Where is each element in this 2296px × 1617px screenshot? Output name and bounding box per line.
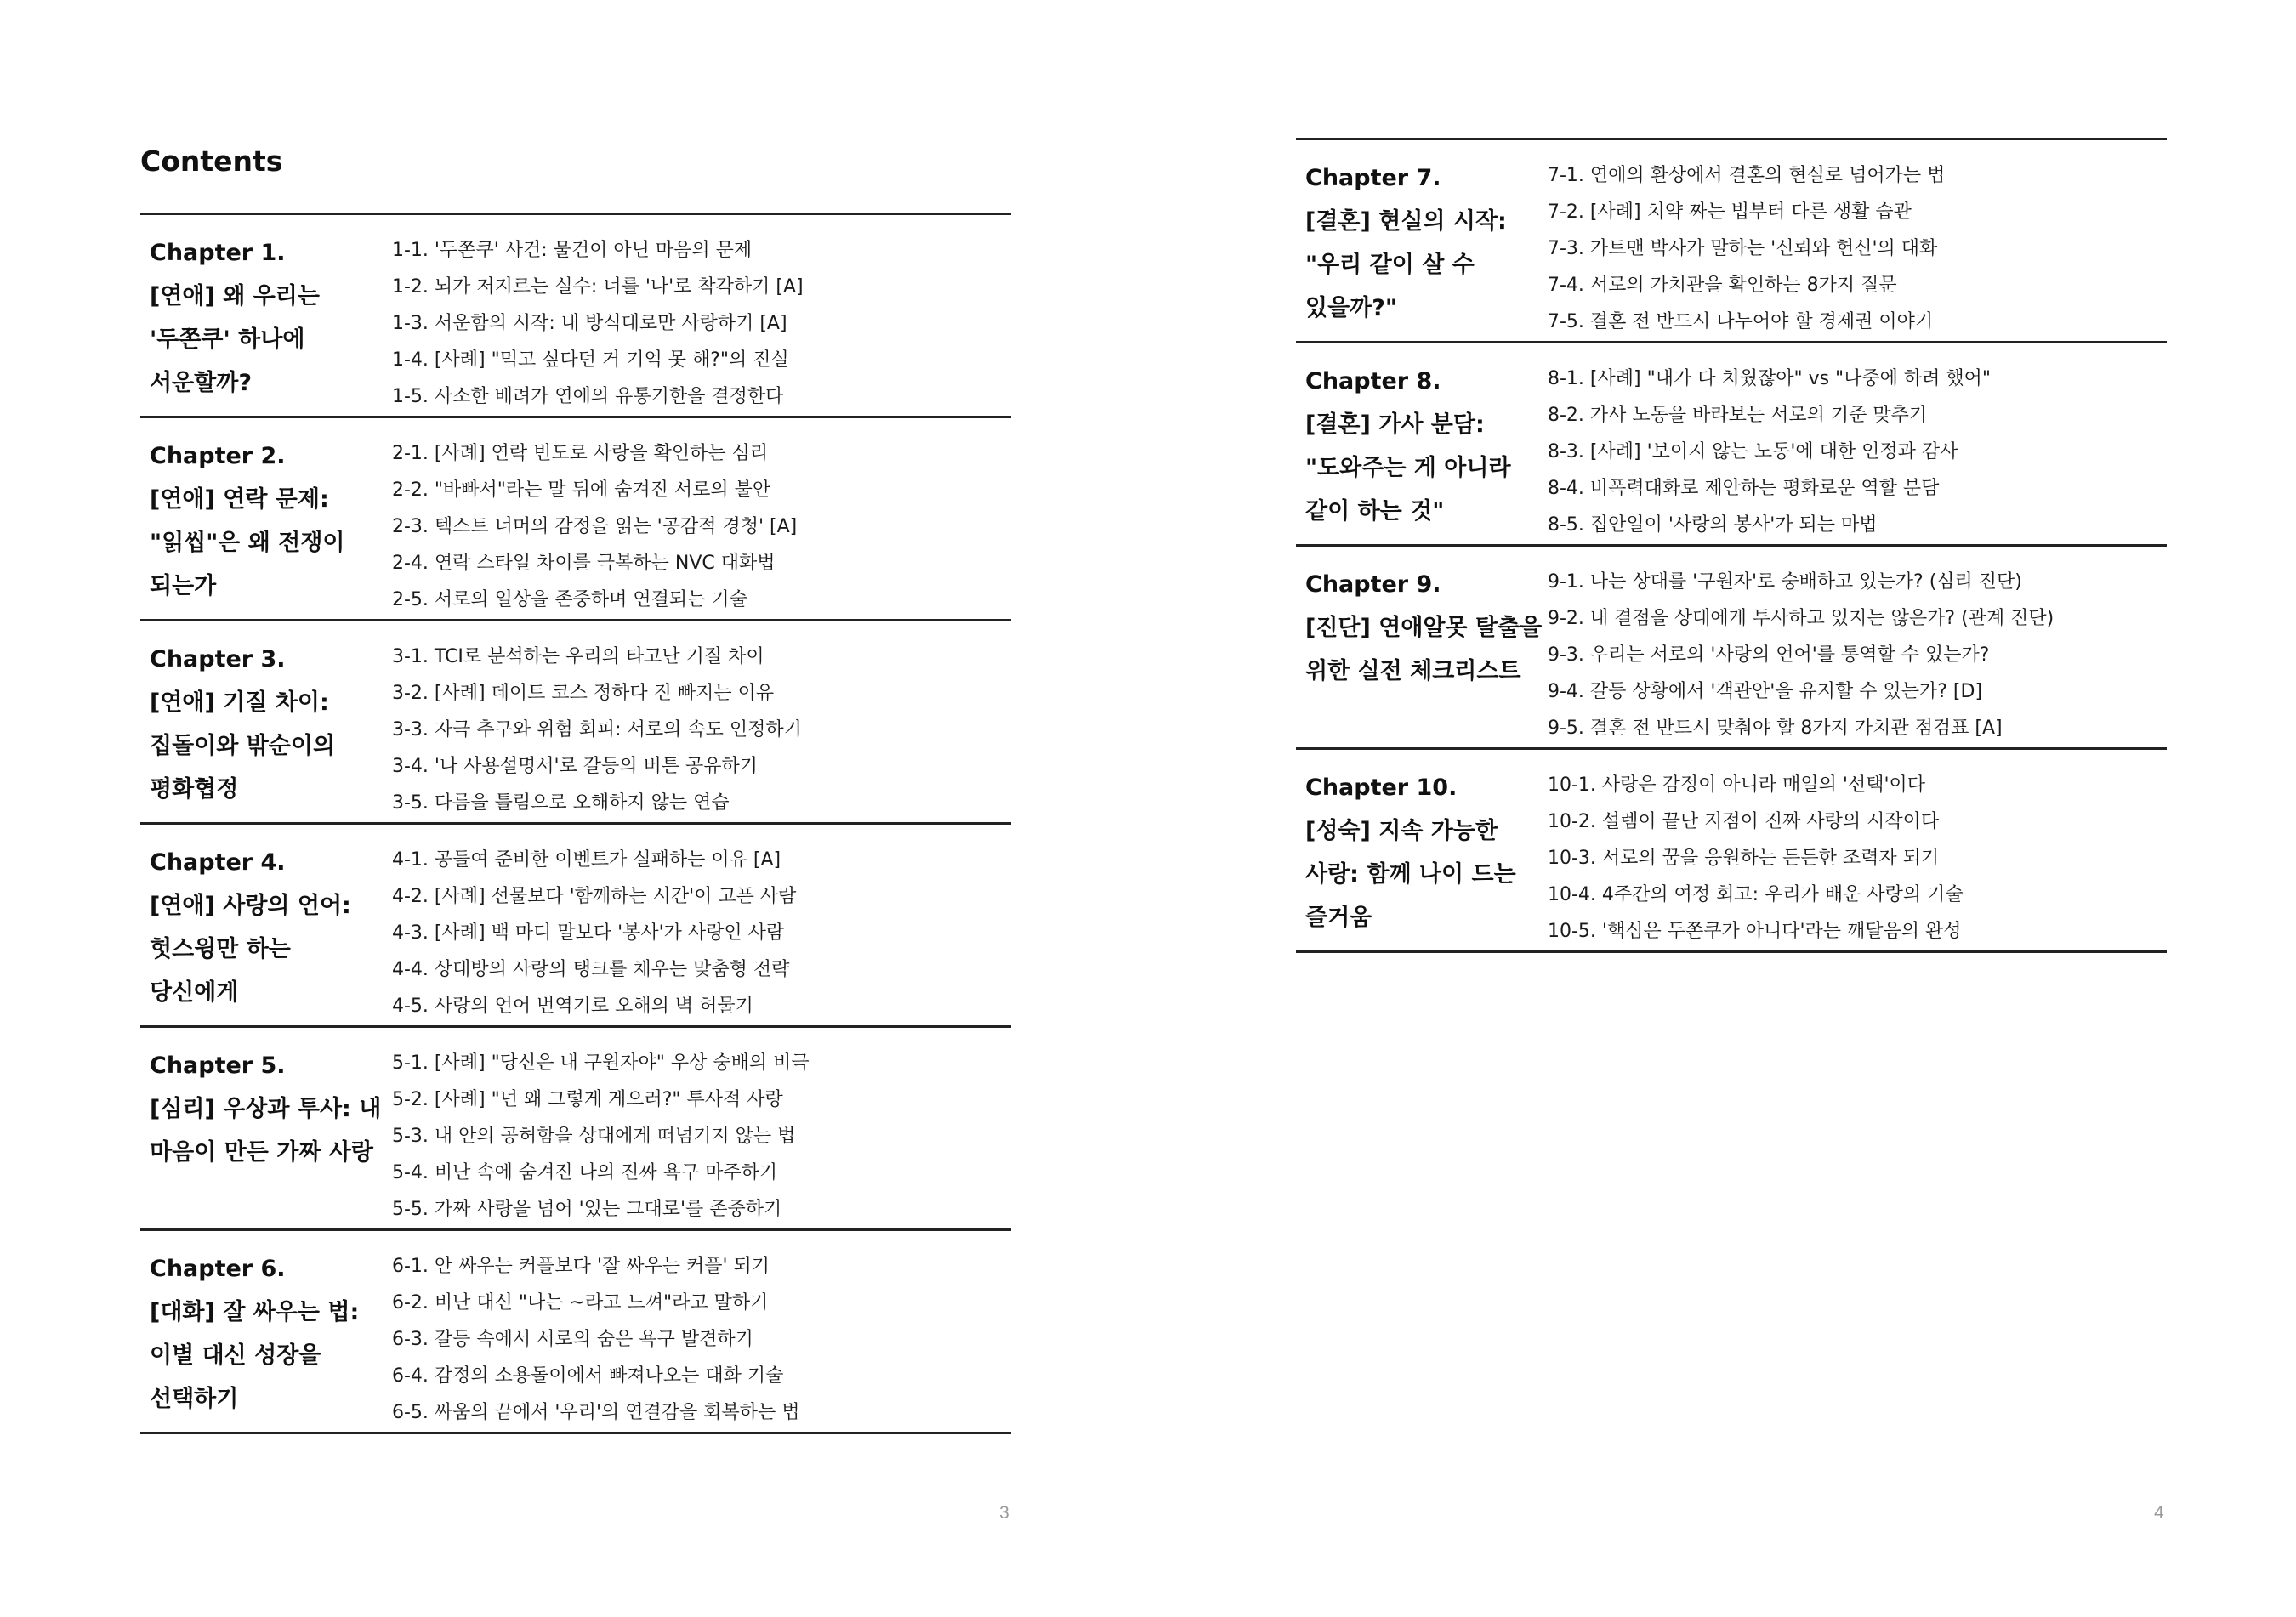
toc-entry[interactable]: 2-5. 서로의 일상을 존중하며 연결되는 기술: [392, 589, 747, 610]
toc-entry[interactable]: 7-4. 서로의 가치관을 확인하는 8가지 질문: [1548, 275, 1897, 296]
toc-entry[interactable]: 1-4. [사례] "먹고 싶다던 거 기억 못 해?"의 진실: [392, 349, 789, 371]
toc-entry[interactable]: 3-5. 다름을 틀림으로 오해하지 않는 연습: [392, 792, 730, 814]
toc-entry[interactable]: 5-3. 내 안의 공허함을 상대에게 떠넘기지 않는 법: [392, 1126, 796, 1147]
chapter-title[interactable]: Chapter 6. [대화] 잘 싸우는 법: 이별 대신 성장을 선택하기: [150, 1256, 360, 1412]
toc-table: [1296, 138, 2167, 953]
toc-entry[interactable]: 6-3. 갈등 속에서 서로의 숨은 욕구 발견하기: [392, 1329, 753, 1350]
toc-entry[interactable]: 6-4. 감정의 소용돌이에서 빠져나오는 대화 기술: [392, 1365, 784, 1387]
chapter-title[interactable]: Chapter 7. [결혼] 현실의 시작: "우리 같이 살 수 있을까?": [1305, 165, 1507, 321]
section-list: [392, 1248, 1011, 1432]
chapter-title[interactable]: Chapter 5. [심리] 우상과 투사: 내 마음이 만든 가짜 사랑: [150, 1052, 382, 1166]
toc-entry[interactable]: 8-3. [사례] '보이지 않는 노동'에 대한 인정과 감사: [1548, 441, 1958, 462]
section-list: [1548, 157, 2167, 341]
toc-chapter-6[interactable]: [140, 1231, 1011, 1434]
toc-entry[interactable]: 7-1. 연애의 환상에서 결혼의 현실로 넘어가는 법: [1548, 165, 1946, 186]
toc-entry[interactable]: 9-2. 내 결점을 상대에게 투사하고 있지는 않은가? (관계 진단): [1548, 608, 2054, 629]
toc-entry[interactable]: 2-4. 연락 스타일 차이를 극복하는 NVC 대화법: [392, 553, 776, 574]
toc-entry[interactable]: 4-4. 상대방의 사랑의 탱크를 채우는 맞춤형 전략: [392, 959, 790, 980]
toc-entry[interactable]: 5-1. [사례] "당신은 내 구원자야" 우상 숭배의 비극: [392, 1052, 810, 1074]
toc-entry[interactable]: 7-5. 결혼 전 반드시 나누어야 할 경제권 이야기: [1548, 311, 1934, 332]
toc-entry[interactable]: 4-3. [사례] 백 마디 말보다 '봉사'가 사랑인 사람: [392, 922, 785, 944]
chapter-title[interactable]: Chapter 10. [성숙] 지속 가능한 사랑: 함께 나이 드는 즐거움: [1305, 774, 1516, 931]
toc-entry[interactable]: 3-3. 자극 추구와 위험 회피: 서로의 속도 인정하기: [392, 719, 802, 740]
contents-title: Contents: [140, 145, 283, 178]
toc-entry[interactable]: 8-4. 비폭력대화로 제안하는 평화로운 역할 분담: [1548, 478, 1940, 499]
toc-entry[interactable]: 10-2. 설렘이 끝난 지점이 진짜 사랑의 시작이다: [1548, 811, 1940, 832]
toc-entry[interactable]: 5-2. [사례] "넌 왜 그렇게 게으러?" 투사적 사랑: [392, 1089, 783, 1110]
toc-entry[interactable]: 9-5. 결혼 전 반드시 맞춰야 할 8가지 가치관 점검표 [A]: [1548, 718, 2003, 739]
toc-entry[interactable]: 1-5. 사소한 배려가 연애의 유통기한을 결정한다: [392, 386, 784, 407]
toc-chapter-10[interactable]: [1296, 750, 2167, 953]
toc-entry[interactable]: 10-5. '핵심은 두쫀쿠가 아니다'라는 깨달음의 완성: [1548, 921, 1962, 942]
toc-entry[interactable]: 8-5. 집안일이 '사랑의 봉사'가 되는 마법: [1548, 514, 1878, 536]
toc-entry[interactable]: 7-3. 가트맨 박사가 말하는 '신뢰와 헌신'의 대화: [1548, 238, 1938, 259]
toc-entry[interactable]: 9-3. 우리는 서로의 '사랑의 언어'를 통역할 수 있는가?: [1548, 644, 1990, 666]
toc-chapter-7[interactable]: [1296, 140, 2167, 343]
right-page: [1148, 0, 2296, 1617]
toc-entry[interactable]: 4-1. 공들여 준비한 이벤트가 실패하는 이유 [A]: [392, 849, 781, 871]
toc-chapter-5[interactable]: [140, 1028, 1011, 1231]
toc-chapter-3[interactable]: [140, 621, 1011, 825]
toc-entry[interactable]: 6-2. 비난 대신 "나는 ~라고 느껴"라고 말하기: [392, 1292, 769, 1313]
toc-entry[interactable]: 8-1. [사례] "내가 다 치웠잖아" vs "나중에 하려 했어": [1548, 368, 1992, 389]
toc-entry[interactable]: 6-5. 싸움의 끝에서 '우리'의 연결감을 회복하는 법: [392, 1402, 800, 1423]
toc-entry[interactable]: 10-4. 4주간의 여정 회고: 우리가 배운 사랑의 기술: [1548, 884, 1964, 905]
chapter-title[interactable]: Chapter 4. [연애] 사랑의 언어: 헛스윙만 하는 당신에게: [150, 849, 351, 1006]
toc-entry[interactable]: 5-5. 가짜 사랑을 넘어 '있는 그대로'를 존중하기: [392, 1199, 782, 1220]
toc-chapter-4[interactable]: [140, 825, 1011, 1028]
toc-entry[interactable]: 3-1. TCI로 분석하는 우리의 타고난 기질 차이: [392, 646, 764, 667]
toc-entry[interactable]: 2-1. [사례] 연락 빈도로 사랑을 확인하는 심리: [392, 443, 769, 464]
section-list: [392, 232, 1011, 416]
toc-entry[interactable]: 2-3. 텍스트 너머의 감정을 읽는 '공감적 경청' [A]: [392, 516, 798, 537]
toc-entry[interactable]: 2-2. "바빠서"라는 말 뒤에 숨겨진 서로의 불안: [392, 479, 771, 501]
toc-chapter-2[interactable]: [140, 418, 1011, 621]
section-list: [392, 1045, 1011, 1228]
toc-chapter-8[interactable]: [1296, 343, 2167, 547]
toc-entry[interactable]: 5-4. 비난 속에 숨겨진 나의 진짜 욕구 마주하기: [392, 1162, 778, 1183]
section-list: [1548, 360, 2167, 544]
toc-chapter-9[interactable]: [1296, 547, 2167, 750]
section-list: [392, 842, 1011, 1025]
chapter-title[interactable]: Chapter 1. [연애] 왜 우리는 '두쫀쿠' 하나에 서운할까?: [150, 240, 320, 396]
toc-entry[interactable]: 4-5. 사랑의 언어 번역기로 오해의 벽 허물기: [392, 996, 753, 1017]
toc-entry[interactable]: 9-4. 갈등 상황에서 '객관안'을 유지할 수 있는가? [D]: [1548, 681, 1983, 702]
toc-entry[interactable]: 7-2. [사례] 치약 짜는 법부터 다른 생활 습관: [1548, 201, 1912, 223]
toc-entry[interactable]: 9-1. 나는 상대를 '구원자'로 숭배하고 있는가? (심리 진단): [1548, 571, 2022, 593]
toc-entry[interactable]: 6-1. 안 싸우는 커플보다 '잘 싸우는 커플' 되기: [392, 1256, 770, 1277]
toc-chapter-1[interactable]: [140, 215, 1011, 418]
toc-entry[interactable]: 1-1. '두쫀쿠' 사건: 물건이 아닌 마음의 문제: [392, 240, 753, 261]
toc-entry[interactable]: 3-4. '나 사용설명서'로 갈등의 버튼 공유하기: [392, 756, 759, 777]
toc-entry[interactable]: 1-3. 서운함의 시작: 내 방식대로만 사랑하기 [A]: [392, 313, 787, 334]
page-number: 3: [999, 1503, 1009, 1523]
toc-table: [140, 213, 1011, 1434]
section-list: [1548, 564, 2167, 747]
toc-entry[interactable]: 10-1. 사랑은 감정이 아니라 매일의 '선택'이다: [1548, 774, 1926, 796]
toc-entry[interactable]: 3-2. [사례] 데이트 코스 정하다 진 빠지는 이유: [392, 683, 775, 704]
section-list: [1548, 767, 2167, 950]
section-list: [392, 435, 1011, 619]
chapter-title[interactable]: Chapter 9. [진단] 연애알못 탈출을 위한 실전 체크리스트: [1305, 571, 1543, 684]
toc-entry[interactable]: 1-2. 뇌가 저지르는 실수: 너를 '나'로 착각하기 [A]: [392, 276, 804, 298]
chapter-title[interactable]: Chapter 2. [연애] 연락 문제: "읽씹"은 왜 전쟁이 되는가: [150, 443, 345, 599]
chapter-title[interactable]: Chapter 8. [결혼] 가사 분담: "도와주는 게 아니라 같이 하는 것": [1305, 368, 1511, 525]
toc-entry[interactable]: 4-2. [사례] 선물보다 '함께하는 시간'이 고픈 사람: [392, 886, 797, 907]
toc-entry[interactable]: 10-3. 서로의 꿈을 응원하는 든든한 조력자 되기: [1548, 848, 1940, 869]
toc-entry[interactable]: 8-2. 가사 노동을 바라보는 서로의 기준 맞추기: [1548, 405, 1928, 426]
section-list: [392, 638, 1011, 822]
page-number: 4: [2154, 1503, 2164, 1523]
chapter-title[interactable]: Chapter 3. [연애] 기질 차이: 집돌이와 밖순이의 평화협정: [150, 646, 336, 803]
